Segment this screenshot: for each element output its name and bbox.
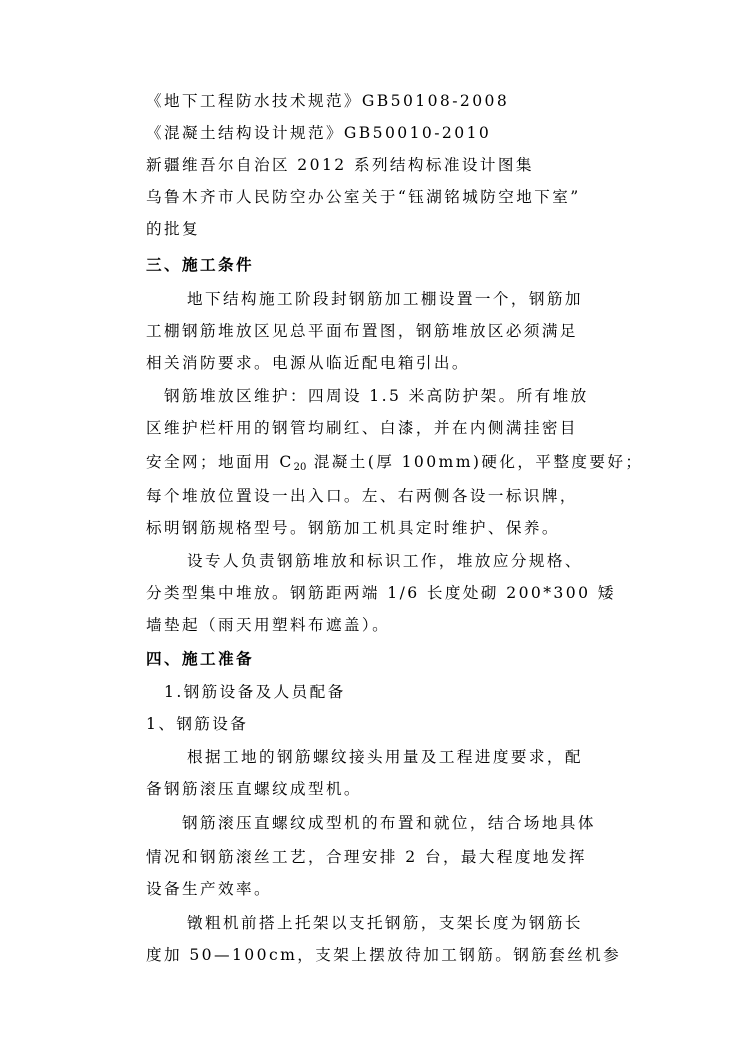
- paragraph-line: 设专人负责钢筋堆放和标识工作，堆放应分规格、: [187, 552, 583, 570]
- paragraph-line: 墙垫起（雨天用塑料布遮盖）。: [146, 616, 391, 634]
- paragraph-line: 钢筋堆放区维护：四周设 1.5 米高防护架。所有堆放: [164, 387, 589, 405]
- reference-line: 新疆维吾尔自治区 2012 系列结构标准设计图集: [146, 156, 534, 174]
- paragraph-line: 分类型集中堆放。钢筋距两端 1/6 长度处砌 200*300 矮: [146, 584, 616, 602]
- text-segment: 安全网；地面用 C: [146, 453, 294, 471]
- subsection-heading: 1.钢筋设备及人员配备: [164, 683, 346, 701]
- paragraph-line: 设备生产效率。: [146, 880, 272, 898]
- reference-line: 乌鲁木齐市人民防空办公室关于“钰湖铭城防空地下室”: [146, 188, 581, 206]
- paragraph-line: 地下结构施工阶段封钢筋加工棚设置一个，钢筋加: [187, 290, 583, 308]
- subsection-heading: 1、钢筋设备: [146, 715, 249, 733]
- paragraph-line: 标明钢筋规格型号。钢筋加工机具定时维护、保养。: [146, 519, 560, 537]
- section-heading: 三、施工条件: [146, 255, 254, 274]
- paragraph-line: 度加 50—100cm，支架上摆放待加工钢筋。钢筋套丝机参: [146, 946, 622, 964]
- section-heading: 四、施工准备: [146, 649, 254, 668]
- paragraph-line: 镦粗机前搭上托架以支托钢筋，支架长度为钢筋长: [187, 914, 583, 932]
- paragraph-line: 钢筋滚压直螺纹成型机的布置和就位，结合场地具体: [182, 814, 596, 832]
- reference-line: 《混凝土结构设计规范》GB50010-2010: [146, 124, 492, 142]
- paragraph-line: 工棚钢筋堆放区见总平面布置图，钢筋堆放区必须满足: [146, 322, 578, 340]
- paragraph-line: 相关消防要求。电源从临近配电箱引出。: [146, 354, 470, 372]
- text-segment: 混凝土(厚 100mm)硬化，平整度要好；: [306, 453, 644, 471]
- paragraph-line: 根据工地的钢筋螺纹接头用量及工程进度要求，配: [187, 748, 583, 766]
- reference-line: 《地下工程防水技术规范》GB50108-2008: [146, 92, 510, 110]
- paragraph-line: 每个堆放位置设一出入口。左、右两侧各设一标识牌，: [146, 487, 578, 505]
- paragraph-line: 备钢筋滚压直螺纹成型机。: [146, 780, 362, 798]
- paragraph-line: 情况和钢筋滚丝工艺，合理安排 2 台，最大程度地发挥: [146, 848, 587, 866]
- paragraph-line: [146, 451, 643, 479]
- reference-line: 的批复: [146, 220, 200, 238]
- subscript: 20: [293, 462, 307, 473]
- paragraph-line: 区维护栏杆用的钢管均刷红、白漆，并在内侧满挂密目: [146, 419, 578, 437]
